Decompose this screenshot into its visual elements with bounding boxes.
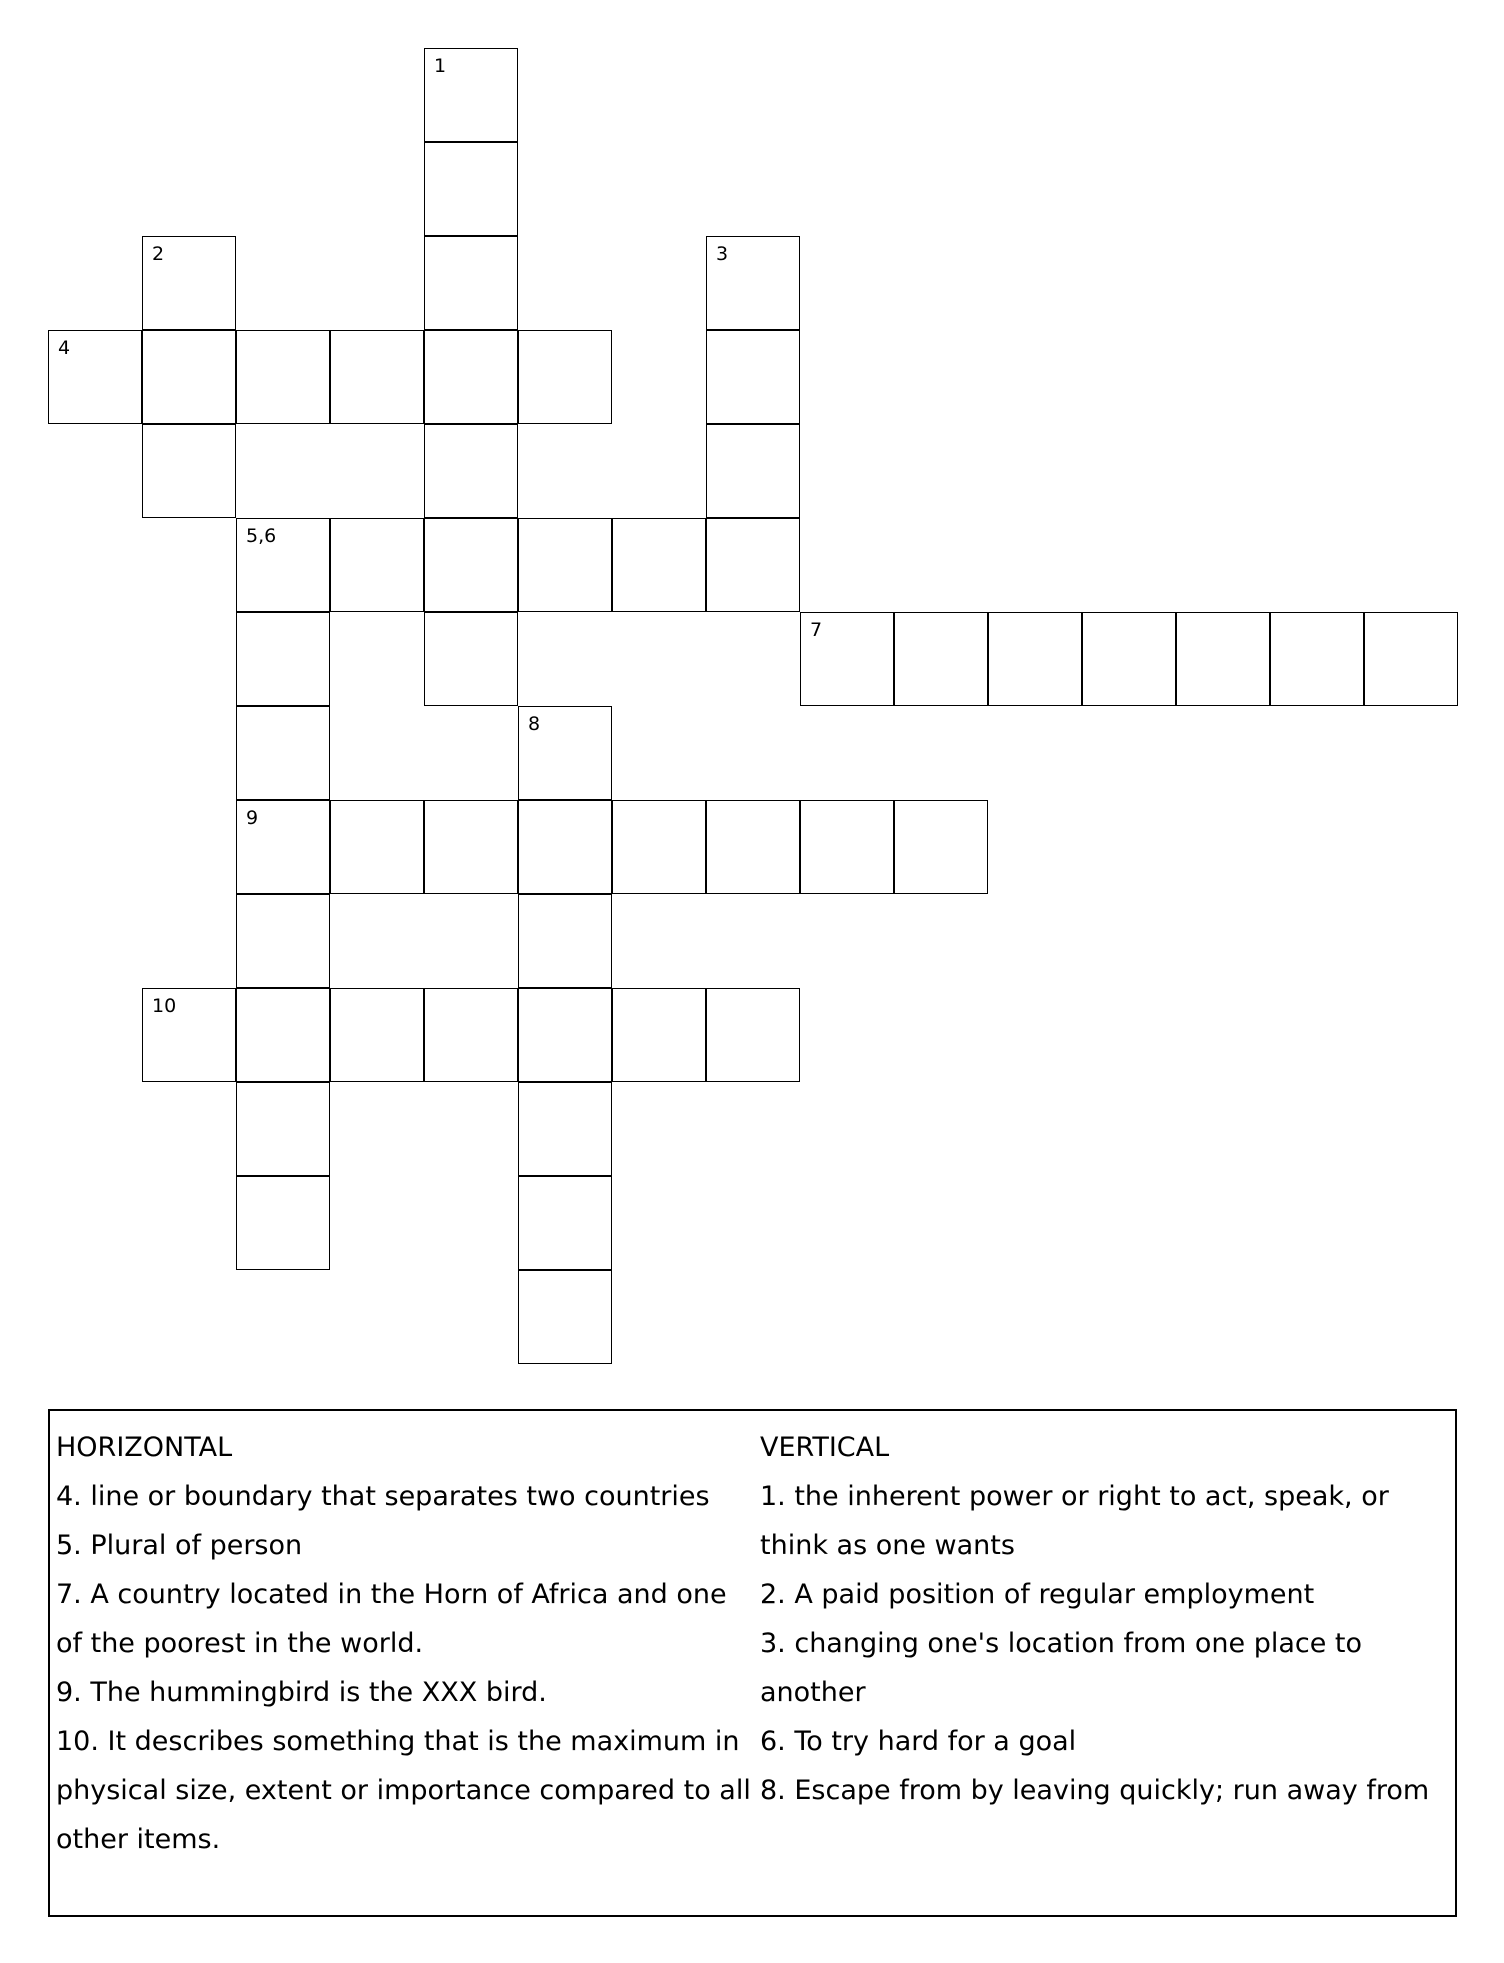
vertical-clue-line: 3. changing one's location from one place to (760, 1628, 1363, 1659)
grid-cell[interactable] (424, 800, 518, 894)
grid-cell[interactable] (518, 330, 612, 424)
grid-cell[interactable] (706, 800, 800, 894)
clue-number: 10 (152, 995, 177, 1017)
grid-cell[interactable] (424, 988, 518, 1082)
grid-cell[interactable] (330, 330, 424, 424)
horizontal-heading: HORIZONTAL (56, 1432, 233, 1463)
grid-cell[interactable] (518, 1176, 612, 1270)
grid-cell[interactable] (236, 988, 330, 1082)
vertical-clue-line: another (760, 1677, 866, 1708)
clue-number: 3 (716, 243, 729, 265)
grid-cell[interactable] (424, 236, 518, 330)
grid-cell[interactable] (424, 424, 518, 518)
horizontal-clue-line: physical size, extent or importance compared to all (56, 1775, 751, 1806)
grid-cell[interactable] (236, 706, 330, 800)
horizontal-clue-line: 10. It describes something that is the maximum in (56, 1726, 740, 1757)
clue-number: 4 (58, 337, 71, 359)
horizontal-clues (56, 1423, 756, 1864)
grid-cell[interactable] (518, 1082, 612, 1176)
numbered-grid-cell[interactable] (424, 48, 518, 142)
grid-cell[interactable] (330, 518, 424, 612)
grid-cell[interactable] (706, 518, 800, 612)
grid-cell[interactable] (988, 612, 1082, 706)
grid-cell[interactable] (612, 518, 706, 612)
horizontal-clue-line: 5. Plural of person (56, 1530, 303, 1561)
numbered-grid-cell[interactable] (706, 236, 800, 330)
clues-box (48, 1409, 1457, 1917)
horizontal-clue-line: of the poorest in the world. (56, 1628, 424, 1659)
horizontal-clue-line: 7. A country located in the Horn of Africa and one (56, 1579, 727, 1610)
grid-cell[interactable] (800, 800, 894, 894)
grid-cell[interactable] (894, 800, 988, 894)
vertical-heading: VERTICAL (760, 1432, 890, 1463)
grid-cell[interactable] (330, 988, 424, 1082)
grid-cell[interactable] (236, 1176, 330, 1270)
grid-cell[interactable] (1270, 612, 1364, 706)
clue-number: 5,6 (246, 525, 277, 547)
clue-number: 2 (152, 243, 165, 265)
clue-number: 7 (810, 619, 823, 641)
numbered-grid-cell[interactable] (518, 706, 612, 800)
grid-cell[interactable] (706, 424, 800, 518)
grid-cell[interactable] (142, 330, 236, 424)
horizontal-clue-line: other items. (56, 1824, 221, 1855)
grid-cell[interactable] (424, 330, 518, 424)
grid-cell[interactable] (612, 800, 706, 894)
grid-cell[interactable] (706, 330, 800, 424)
grid-cell[interactable] (518, 988, 612, 1082)
grid-cell[interactable] (424, 518, 518, 612)
grid-cell[interactable] (236, 330, 330, 424)
numbered-grid-cell[interactable] (142, 236, 236, 330)
grid-cell[interactable] (518, 894, 612, 988)
grid-cell[interactable] (236, 894, 330, 988)
numbered-grid-cell[interactable] (142, 988, 236, 1082)
grid-cell[interactable] (706, 988, 800, 1082)
grid-cell[interactable] (424, 142, 518, 236)
grid-cell[interactable] (518, 1270, 612, 1364)
grid-cell[interactable] (1176, 612, 1270, 706)
numbered-grid-cell[interactable] (800, 612, 894, 706)
numbered-grid-cell[interactable] (236, 800, 330, 894)
grid-cell[interactable] (612, 988, 706, 1082)
vertical-clue-line: 2. A paid position of regular employment (760, 1579, 1315, 1610)
grid-cell[interactable] (424, 612, 518, 706)
vertical-clues (760, 1423, 1450, 1815)
grid-cell[interactable] (1364, 612, 1458, 706)
grid-cell[interactable] (518, 518, 612, 612)
clue-number: 8 (528, 713, 541, 735)
grid-cell[interactable] (236, 1082, 330, 1176)
numbered-grid-cell[interactable] (48, 330, 142, 424)
grid-cell[interactable] (1082, 612, 1176, 706)
vertical-clue-line: think as one wants (760, 1530, 1015, 1561)
numbered-grid-cell[interactable] (236, 518, 330, 612)
grid-cell[interactable] (142, 424, 236, 518)
grid-cell[interactable] (330, 800, 424, 894)
grid-cell[interactable] (236, 612, 330, 706)
grid-cell[interactable] (894, 612, 988, 706)
horizontal-clue-line: 4. line or boundary that separates two countries (56, 1481, 710, 1512)
clue-number: 1 (434, 55, 447, 77)
grid-cell[interactable] (518, 800, 612, 894)
vertical-clue-line: 8. Escape from by leaving quickly; run away from (760, 1775, 1430, 1806)
vertical-clue-line: 6. To try hard for a goal (760, 1726, 1077, 1757)
clue-number: 9 (246, 807, 259, 829)
vertical-clue-line: 1. the inherent power or right to act, speak, or (760, 1481, 1389, 1512)
horizontal-clue-line: 9. The hummingbird is the XXX bird. (56, 1677, 547, 1708)
